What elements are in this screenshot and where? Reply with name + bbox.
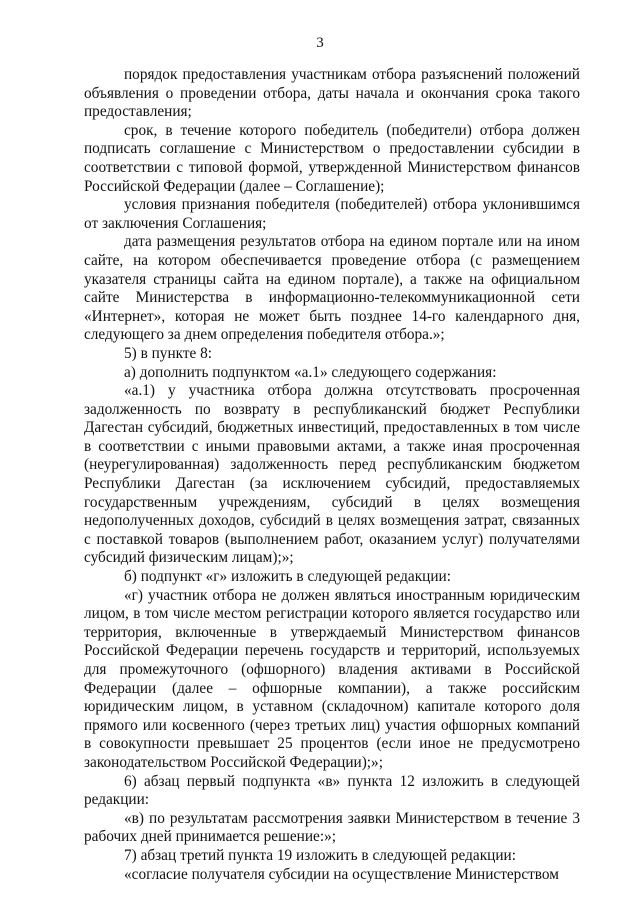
paragraph-results-publication: дата размещения результатов отбора на едином портале или на ином сайте, на котором обеспечивается проведение отбора (с размещением указателя страницы сайта на едином портале), а также на официальном сайте Министерства в информационно-телекоммуникационной сети «Интернет», которая не может быть позднее 14-го календарного дня, следующего за днем определения победителя отбора.»; xyxy=(84,233,580,344)
paragraph-agreement-deadline: срок, в течение которого победитель (победители) отбора должен подписать соглашение с Министерством о предоставлении субсидии в соответствии с типовой формой, утвержденной Министерством финансов Российской Федерации (далее – Соглашение); xyxy=(84,121,580,195)
paragraph-evasion-conditions: условия признания победителя (победителей) отбора уклонившимся от заключения Соглашения; xyxy=(84,196,580,232)
document-body xyxy=(84,66,580,884)
paragraph-item-7: 7) абзац третий пункта 19 изложить в следующей редакции: xyxy=(124,846,516,864)
paragraph-subitem-b: б) подпункт «г» изложить в следующей редакции: xyxy=(124,568,451,586)
paragraph-subitem-a: а) дополнить подпунктом «а.1» следующего содержания: xyxy=(124,363,497,381)
paragraph-clarification-procedure: порядок предоставления участникам отбора разъяснений положений объявления о проведении отбора, даты начала и окончания срока такого предоставления; xyxy=(84,66,580,121)
paragraph-item-5: 5) в пункте 8: xyxy=(124,344,213,362)
paragraph-g-offshore: «г) участник отбора не должен являться иностранным юридическим лицом, в том числе местом регистрации которого является государство или территория, включенные в утверждаемый Министерством финансов Российской Федерации перечень государств и территорий, используемых для промежуточного (офшорного) владения активами в Российской Федерации (далее – офшорные компании), а также российским юридическим лицом, в уставном (складочном) капитале которого доля прямого или косвенного (через третьих лиц) участия офшорных компаний в совокупности превышает 25 процентов (если иное не предусмотрено законодательством Российской Федерации);»; xyxy=(84,586,580,771)
paragraph-item-6: 6) абзац первый подпункта «в» пункта 12 изложить в следующей редакции: xyxy=(84,772,580,809)
paragraph-consent: «согласие получателя субсидии на осуществление Министерством xyxy=(124,865,559,883)
paragraph-a1-debt: «а.1) у участника отбора должна отсутствовать просроченная задолженность по возврату в республиканский бюджет Республики Дагестан субсидий, бюджетных инвестиций, предоставленных в том числе в соответствии с иными правовыми актами, а также иная просроченная (неурегулированная) задолженность перед республиканским бюджетом Республики Дагестан (за исключением субсидий, предоставляемых государственным учреждениям, субсидий в целях возмещения недополученных доходов, субсидий в целях возмещения затрат, связанных с поставкой товаров (выполнением работ, оказанием услуг) получателями субсидий физическим лицам);»; xyxy=(84,382,580,567)
paragraph-v-decision: «в) по результатам рассмотрения заявки Министерством в течение 3 рабочих дней принимается решение:»; xyxy=(84,809,580,846)
page-number: 3 xyxy=(316,35,324,51)
